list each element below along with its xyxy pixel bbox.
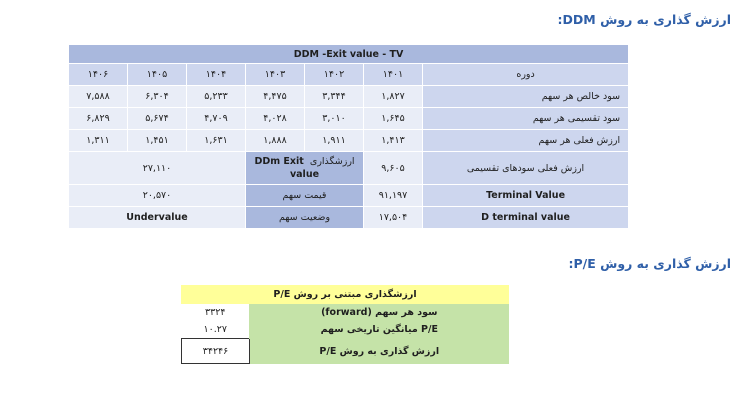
price-label: قیمت سهم [246, 185, 364, 207]
table-cell: ۵,۲۳۳ [187, 86, 246, 108]
table-cell: ۴,۰۲۸ [246, 108, 305, 130]
table-cell: ۱,۳۱۱ [69, 130, 128, 152]
year-header: ۱۴۰۳ [246, 64, 305, 86]
table-cell: ۱,۸۸۸ [246, 130, 305, 152]
year-header: ۱۴۰۶ [69, 64, 128, 86]
terminal-value: ۹۱,۱۹۷ [364, 185, 423, 207]
year-header: ۱۴۰۵ [128, 64, 187, 86]
year-header: ۱۴۰۱ [364, 64, 423, 86]
year-header: ۱۴۰۲ [305, 64, 364, 86]
table-row [182, 304, 509, 322]
table-cell: ۴,۷۰۹ [187, 108, 246, 130]
table-cell: ۶,۸۲۹ [69, 108, 128, 130]
summary-row [69, 152, 629, 185]
table-cell: ۱,۶۳۱ [187, 130, 246, 152]
table-row [69, 130, 629, 152]
ddm-valuation-table [68, 44, 629, 229]
price-value: ۲۰,۵۷۰ [69, 185, 246, 207]
table-cell: ۷,۵۸۸ [69, 86, 128, 108]
ddm-table-title: DDM -Exit value - TV [69, 45, 629, 64]
table-title-row [69, 45, 629, 64]
pe-valuation-label: ارزش گذاری به روش P/E [250, 339, 509, 364]
table-cell: ۱,۴۱۳ [364, 130, 423, 152]
row-label: ارزش فعلی هر سهم [423, 130, 629, 152]
table-cell: ۴,۴۷۵ [246, 86, 305, 108]
ddm-exit-label-en: DDm Exit [254, 156, 304, 167]
summary-row [69, 185, 629, 207]
table-header-row [69, 64, 629, 86]
eps-forward-label: سود هر سهم (forward) [250, 304, 509, 322]
ddm-exit-label-tail: value [289, 169, 320, 180]
table-row [182, 339, 509, 364]
table-cell: ۵,۶۷۴ [128, 108, 187, 130]
terminal-label: Terminal Value [423, 185, 629, 207]
table-cell: ۶,۳۰۴ [128, 86, 187, 108]
pv-dividends-label: ارزش فعلی سودهای تقسیمی [423, 152, 629, 185]
d-terminal-value: ۱۷,۵۰۴ [364, 207, 423, 229]
table-row [69, 108, 629, 130]
ddm-exit-label-fa: ارزشگذاری [309, 156, 355, 167]
eps-forward-value: ۳۳۲۴ [182, 304, 250, 322]
table-cell: ۱,۶۴۵ [364, 108, 423, 130]
ddm-section-heading: ارزش گذاری به روش DDM: [557, 12, 731, 27]
table-cell: ۱,۹۱۱ [305, 130, 364, 152]
ddm-exit-label [246, 152, 364, 185]
table-title-row [182, 286, 509, 304]
year-header: ۱۴۰۴ [187, 64, 246, 86]
status-label: وضعیت سهم [246, 207, 364, 229]
table-cell: ۱,۴۵۱ [128, 130, 187, 152]
pe-valuation-value: ۳۴۲۴۶ [182, 339, 250, 364]
status-value: Undervalue [69, 207, 246, 229]
ddm-exit-value: ۲۷,۱۱۰ [69, 152, 246, 185]
d-terminal-label: D terminal value [423, 207, 629, 229]
table-cell: ۳,۳۴۴ [305, 86, 364, 108]
table-row [182, 321, 509, 339]
table-row [69, 86, 629, 108]
pv-dividends-value: ۹,۶۰۵ [364, 152, 423, 185]
pe-table-title: ارزشگذاری مبتنی بر روش P/E [182, 286, 509, 304]
table-cell: ۱,۸۲۷ [364, 86, 423, 108]
historical-pe-label: P/E میانگین تاریخی سهم [250, 321, 509, 339]
pe-valuation-table [181, 285, 509, 364]
row-label: سود خالص هر سهم [423, 86, 629, 108]
pe-section-heading: ارزش گذاری به روش P/E: [568, 256, 731, 271]
table-cell: ۳,۰۱۰ [305, 108, 364, 130]
historical-pe-value: ۱۰.۲۷ [182, 321, 250, 339]
period-header: دوره [423, 64, 629, 86]
row-label: سود تقسیمی هر سهم [423, 108, 629, 130]
summary-row [69, 207, 629, 229]
